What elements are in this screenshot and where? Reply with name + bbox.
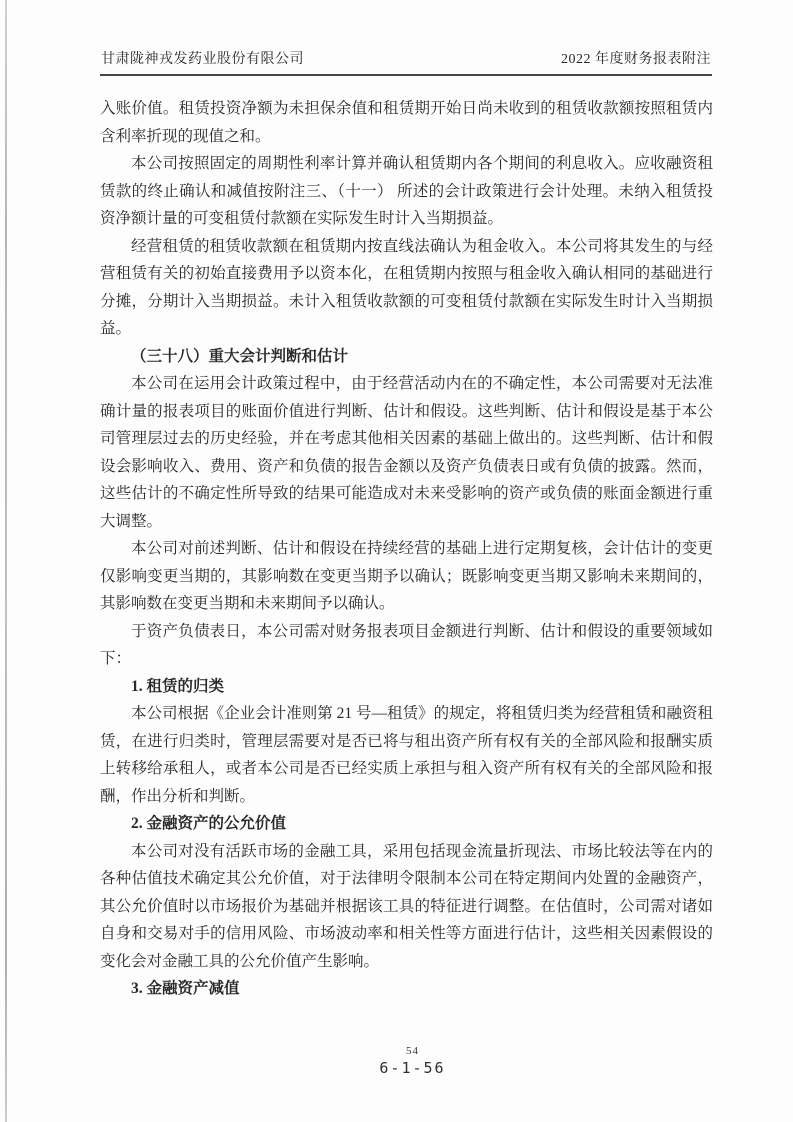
paragraph-balance-sheet-date-areas: 于资产负债表日，本公司需对财务报表项目金额进行判断、估计和假设的重要领域如下： [100, 622, 713, 667]
paragraph-periodic-review: 本公司对前述判断、估计和假设在持续经营的基础上进行定期复核，会计估计的变更仅影响变更当期的，其影响数在变更当期予以确认；既影响变更当期又影响未来期间的，其影响数在变更当期和未来期间予以确认。 [100, 540, 713, 612]
header-divider [100, 74, 712, 76]
header-company-name: 甘肃陇神戎发药业股份有限公司 [101, 52, 304, 67]
paragraph-lease-classification-detail: 本公司根据《企业会计准则第 21 号—租赁》的规定，将租赁归类为经营租赁和融资租赁，在进行归类时，管理层需要对是否已将与租出资产所有权有关的全部风险和报酬实质上转移给承租人，或者本公司是否已经实质上承担与租入资产所有权有关的全部风险和报酬，作出分析和判断。 [100, 705, 713, 805]
subheading-2-fair-value-financial-assets: 2. 金融资产的公允价值 [131, 815, 287, 832]
section-heading-38-judgments-estimates: （三十八）重大会计判断和估计 [131, 347, 349, 365]
paragraph-impairment-detail [100, 1003, 713, 1006]
page-footer [100, 1044, 725, 1078]
paragraph-lease-investment-continuation: 入账价值。租赁投资净额为未担保余值和租赁期开始日尚未收到的租赁收款额按照租赁内含利率折现的现值之和。 [100, 100, 713, 145]
paragraph-operating-lease-income: 经营租赁的租赁收款额在租赁期内按直线法确认为租金收入。本公司将其发生的与经营租赁有关的初始直接费用予以资本化，在租赁期内按照与租金收入确认相同的基础进行分摊，分期计入当期损益。未计入租赁收款额的可变租赁付款额在实际发生时计入当期损益。 [100, 237, 713, 337]
subheading-3-financial-asset-impairment: 3. 金融资产减值 [131, 980, 240, 997]
paragraph-interest-income: 本公司按照固定的周期性利率计算并确认租赁期内各个期间的利息收入。应收融资租赁款的终止确认和减值按附注三、（十一） 所述的会计政策进行会计处理。未纳入租赁投资净额计量的可变租赁付款额在实际发生时计入当期损益。 [100, 155, 713, 227]
subheading-1-lease-classification: 1. 租赁的归类 [131, 677, 225, 695]
page-number-small: 54 [406, 1045, 419, 1057]
page-header [101, 48, 711, 68]
document-body [100, 95, 713, 1005]
header-doc-title: 2022 年度财务报表附注 [561, 52, 711, 67]
page-number: 6-1-56 [379, 1059, 446, 1077]
scan-edge-artifact [5, 0, 7, 1122]
paragraph-fair-value-detail: 本公司对没有活跃市场的金融工具，采用包括现金流量折现法、市场比较法等在内的各种估值技术确定其公允价值，对于法律明令限制本公司在特定期间内处置的金融资产，其公允价值时以市场报价为基础并根据该工具的特征进行调整。在估值时，公司需对诸如自身和交易对手的信用风险、市场波动率和相关性等方面进行估计，这些相关因素假设的变化会对金融工具的公允价值产生影响。 [100, 842, 713, 970]
paragraph-accounting-policy-uncertainty: 本公司在运用会计政策过程中，由于经营活动内在的不确定性，本公司需要对无法准确计量的报表项目的账面价值进行判断、估计和假设。这些判断、估计和假设是基于本公司管理层过去的历史经验，并在考虑其他相关因素的基础上做出的。这些判断、估计和假设会影响收入、费用、资产和负债的报告金额以及资产负债表日或有负债的披露。然而，这些估计的不确定性所导致的结果可能造成对未来受影响的资产或负债的账面金额进行重大调整。 [100, 375, 713, 530]
